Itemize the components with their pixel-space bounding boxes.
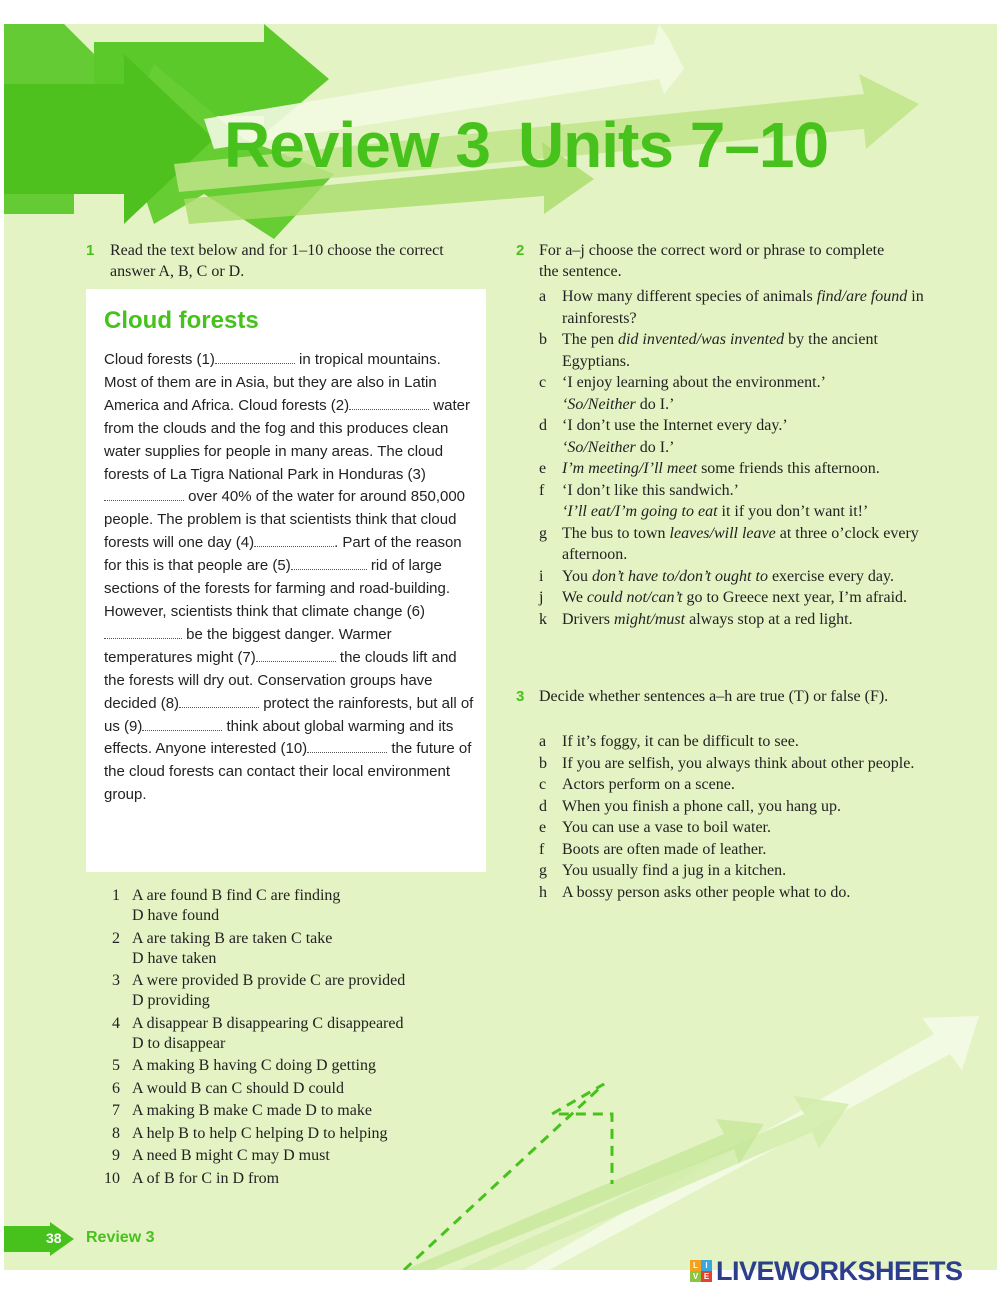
gap-7[interactable] (256, 649, 336, 662)
footer-label: Review 3 (86, 1229, 155, 1246)
exercise-3-list (539, 731, 929, 903)
exercise-3-number: 3 (516, 688, 525, 705)
option-row: 4 A disappear B disappearing C disappeared D to disappear (112, 1014, 404, 1052)
option-row: 6 A would B can C should D could (112, 1079, 344, 1097)
list-item: k Drivers might/must always stop at a red light. (539, 610, 853, 628)
option-row: 7 A making B make C made D to make (112, 1102, 372, 1119)
list-item: f Boots are often made of leather. (539, 840, 767, 858)
page-number-badge (4, 1222, 76, 1256)
list-item: h A bossy person asks other people what to do. (539, 883, 851, 901)
gap-8[interactable] (179, 695, 259, 708)
list-item: i You don’t have to/don’t ought to exercise every day. (539, 567, 894, 585)
option-row: 2 A are taking B are taken C take D have taken (112, 929, 333, 967)
logo-text: LIVEWORKSHEETS (716, 1256, 963, 1286)
list-item: b If you are selfish, you always think about other people. (539, 754, 915, 772)
exercise-1-instruction: Read the text below and for 1–10 choose the correct answer A, B, C or D. (110, 242, 444, 280)
list-item: j We could not/can’t go to Greece next year, I’m afraid. (539, 589, 908, 606)
list-item: a If it’s foggy, it can be difficult to see. (539, 733, 799, 750)
gap-4[interactable] (254, 534, 334, 547)
list-item: c ‘I enjoy learning about the environment.’ ‘So/Neither do I.’ (539, 374, 826, 413)
option-row: 9 A need B might C may D must (112, 1147, 330, 1164)
gap-1[interactable] (215, 351, 295, 364)
reading-text-title: Cloud forests (104, 307, 259, 334)
gap-5[interactable] (291, 557, 367, 570)
option-row: 3 A were provided B provide C are provided D providing (112, 972, 406, 1009)
exercise-2-list (539, 286, 929, 630)
list-item: e I’m meeting/I’ll meet some friends this afternoon. (539, 460, 880, 477)
exercise-1-number: 1 (86, 242, 95, 259)
list-item: d ‘I don’t use the Internet every day.’ ‘So/Neither do I.’ (539, 417, 788, 456)
reading-passage: Cloud forests (1) in tropical mountains. Most of them are in Asia, but they are also in Latin America and Africa. Cloud forests (2) water from the clouds and the fog and this produces clean water supplies for people in many areas. The cloud forests of La Tigra National Park in Honduras (3) over 40% of the water for around 850,000 people. The problem is that scientists think that cloud forests will one day (4) . Part of the reason for this is that people are (5) rid of large sections of the forests for farming and road-building. However, scientists think that climate change (6) be the biggest danger. Warmer temperatures might (7) the clouds lift and the forests will dry out. Conservation groups have decided (8) protect the rainforests, but all of us (9) think about global warming and its effects. Anyone interested (10) the future of the cloud forests can contact their local environment group. (104, 351, 474, 804)
reading-text-box (86, 289, 486, 872)
exercise-2-instruction: For a–j choose the correct word or phrase to complete the sentence. (539, 242, 885, 280)
list-item: a How many different species of animals find/are found in rainforests? (539, 288, 924, 327)
logo-grid-icon: L I V E (690, 1260, 712, 1282)
option-row: 10 A of B for C in D from (104, 1169, 280, 1187)
gap-3[interactable] (104, 488, 184, 501)
gap-2[interactable] (349, 397, 429, 410)
list-item: b The pen did invented/was invented by the ancient Egyptians. (539, 331, 878, 370)
list-item: c Actors perform on a scene. (539, 776, 735, 793)
page-title: Review 3 Units 7–10 (224, 109, 829, 181)
option-row: 8 A help B to help C helping D to helping (112, 1124, 388, 1142)
gap-9[interactable] (142, 718, 222, 731)
page-number: 38 (46, 1230, 62, 1246)
option-row: 1 A are found B find C are finding D have found (112, 887, 341, 924)
list-item: g You usually find a jug in a kitchen. (539, 862, 787, 879)
exercise-3-instruction: Decide whether sentences a–h are true (T) or false (F). (539, 688, 889, 705)
option-row: 5 A making B having C doing D getting (112, 1057, 376, 1074)
list-item: e You can use a vase to boil water. (539, 819, 771, 836)
list-item: g The bus to town leaves/will leave at three o’clock every afternoon. (539, 524, 919, 563)
worksheet-page (4, 24, 997, 1270)
gap-10[interactable] (307, 740, 387, 753)
gap-6[interactable] (104, 626, 182, 639)
exercise-2-number: 2 (516, 242, 525, 259)
list-item: d When you finish a phone call, you hang up. (539, 797, 842, 815)
list-item: f ‘I don’t like this sandwich.’ ‘I’ll eat/I’m going to eat it if you don’t want it!’ (539, 481, 869, 520)
exercise-1-options (102, 886, 492, 1191)
